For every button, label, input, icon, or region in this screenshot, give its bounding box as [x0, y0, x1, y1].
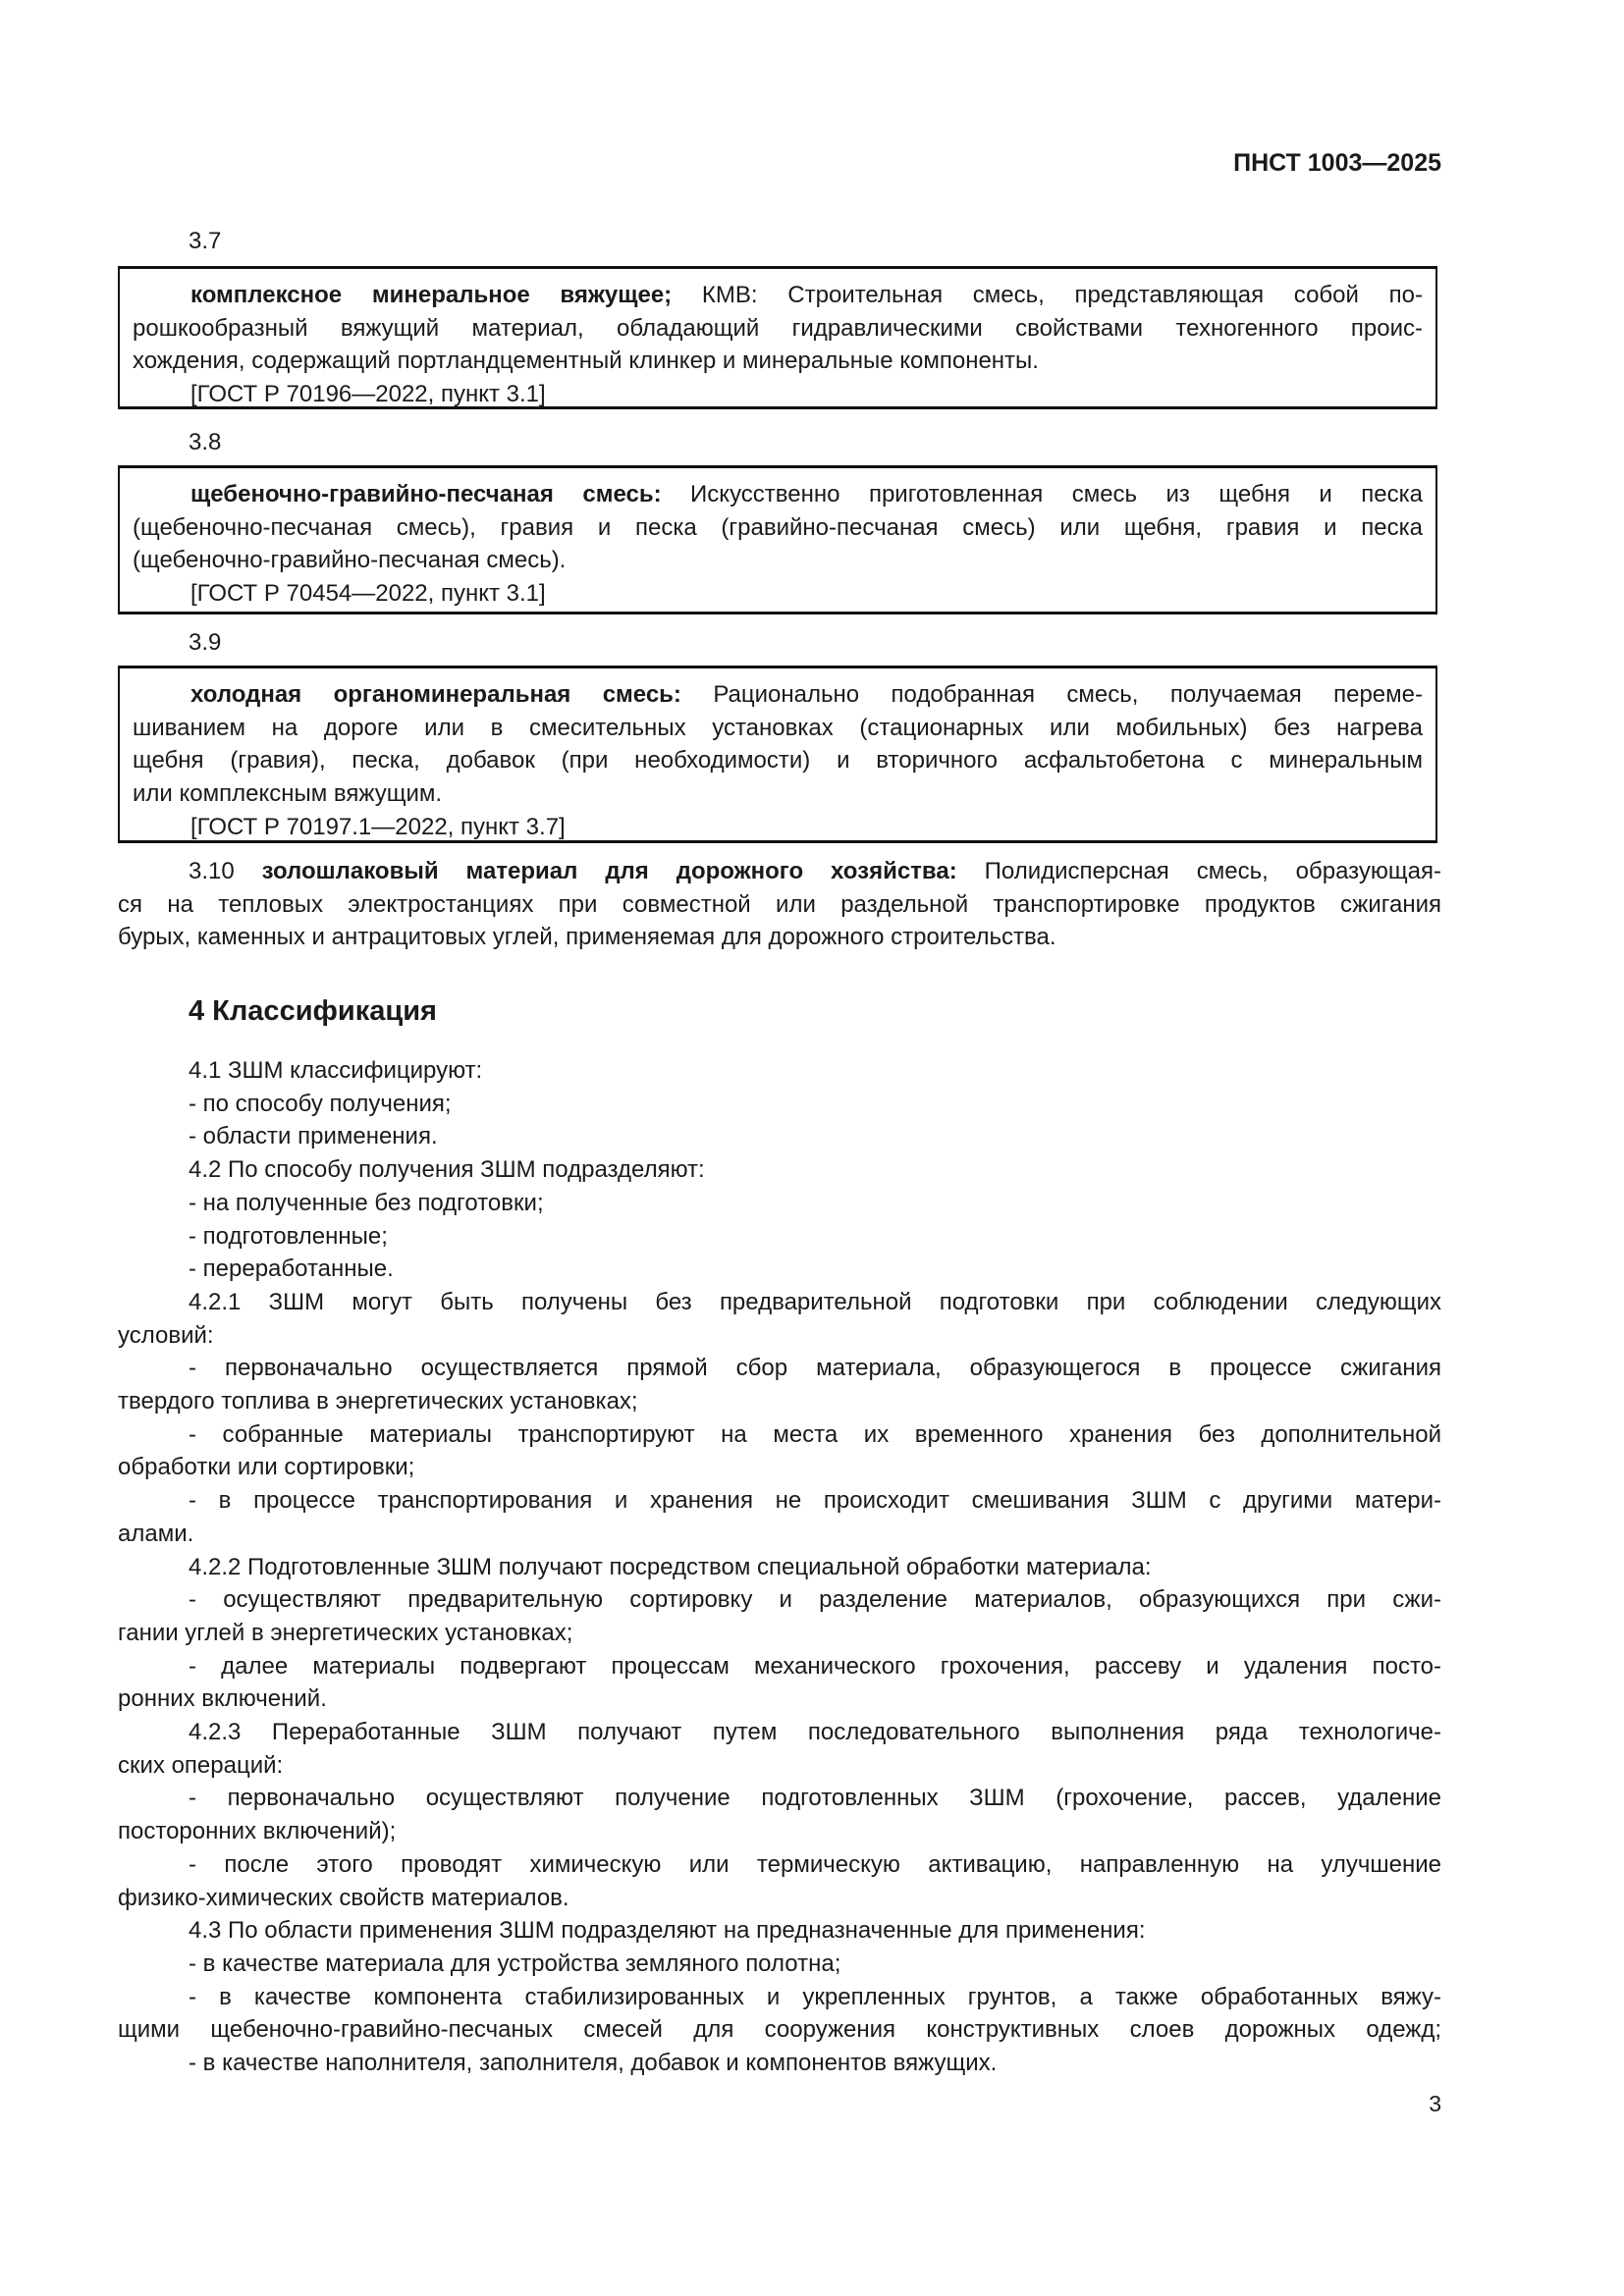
line-text: щебня (гравия), песка, добавок (при необходимости) и вторичного асфальтобетона с минеральным [133, 747, 1423, 774]
text-line [118, 1848, 1441, 1882]
text-line [120, 279, 1435, 312]
text-line [120, 478, 1435, 511]
text-line [118, 1551, 1441, 1584]
line-text: рошкообразный вяжущий материал, обладающий гидравлическими свойствами техногенного проис- [133, 314, 1423, 342]
text-line [120, 811, 1435, 844]
text-line [120, 744, 1435, 777]
text-line [118, 1518, 1441, 1551]
line-text: - в качестве материала для устройства земляного полотна; [189, 1949, 841, 1977]
line-text: - первоначально осуществляют получение подготовленных ЗШМ (грохочение, рассев, удаление [189, 1785, 1441, 1812]
line-text: гании углей в энергетических установках; [118, 1619, 573, 1646]
term-box-3-7 [118, 266, 1437, 409]
line-text: или комплексным вяжущим. [133, 780, 443, 808]
line-text: (щебеночно-песчаная смесь), гравия и песка (гравийно-песчаная смесь) или щебня, гравия и песка [133, 513, 1423, 541]
text-line [120, 544, 1435, 577]
text-line [118, 1088, 1441, 1121]
line-text: - области применения. [189, 1123, 438, 1150]
text-line [118, 1716, 1441, 1749]
text-line [118, 855, 1441, 888]
line-text: посторонних включений); [118, 1818, 397, 1845]
line-text: 4.3 По области применения ЗШМ подразделяют на предназначенные для применения: [189, 1917, 1146, 1945]
text-line [118, 1352, 1441, 1385]
line-text: - в процессе транспортирования и хранения не происходит смешивания ЗШМ с другими матери- [189, 1487, 1441, 1515]
text-line [118, 1948, 1441, 1981]
text-line [120, 678, 1435, 712]
line-text: щими щебеночно-гравийно-песчаных смесей для сооружения конструктивных слоев дорожных одежд; [118, 2016, 1441, 2044]
text-line [120, 777, 1435, 811]
text-line [118, 1253, 1441, 1286]
line-text: - первоначально осуществляется прямой сбор материала, образующегося в процессе сжигания [189, 1355, 1441, 1382]
line-text: 4.2.2 Подготовленные ЗШМ получают посредством специальной обработки материала: [189, 1553, 1152, 1580]
text-line [120, 312, 1435, 346]
text-line [118, 2013, 1441, 2047]
section-heading: 4 Классификация [189, 995, 437, 1027]
text-line [118, 1914, 1441, 1948]
page-number: 3 [1429, 2091, 1441, 2116]
term-number: 3.7 [189, 228, 222, 254]
text-line [120, 577, 1435, 611]
line-text: обработки или сортировки; [118, 1454, 415, 1481]
section-4-body [118, 1054, 1441, 2080]
line-text: - после этого проводят химическую или термическую активацию, направленную на улучшение [189, 1850, 1441, 1878]
clause-number: 3.10 [189, 858, 262, 884]
line-text: - далее материалы подвергают процессам механического грохочения, рассеву и удаления посто- [189, 1652, 1441, 1680]
text-line [118, 1220, 1441, 1254]
text-line [118, 1054, 1441, 1088]
text-line [118, 1882, 1441, 1915]
line-text: - в качестве компонента стабилизированных и укрепленных грунтов, а также обработанных вяжу- [189, 1983, 1441, 2010]
text-line [118, 1451, 1441, 1484]
text-line [118, 1682, 1441, 1716]
line-text: ся на тепловых электростанциях при совместной или раздельной транспортировке продуктов сжигания [118, 890, 1441, 918]
term-number: 3.8 [189, 429, 222, 455]
document-header-code: ПНСТ 1003—2025 [1233, 149, 1441, 177]
text-line [118, 1187, 1441, 1220]
line-text: бурых, каменных и антрацитовых углей, применяемая для дорожного строительства. [118, 924, 1056, 951]
line-text: физико-химических свойств материалов. [118, 1884, 569, 1911]
text-line [118, 1319, 1441, 1353]
line-text: КМВ: Строительная смесь, представляющая собой по- [672, 282, 1423, 308]
text-line [120, 345, 1435, 378]
text-line [120, 378, 1435, 411]
line-text: (щебеночно-гравийно-песчаная смесь). [133, 547, 567, 574]
line-text: [ГОСТ Р 70196—2022, пункт 3.1] [190, 381, 546, 408]
line-text: - переработанные. [189, 1255, 394, 1283]
line-text: 4.2.3 Переработанные ЗШМ получают путем последовательного выполнения ряда технологиче- [189, 1719, 1441, 1746]
line-text: твердого топлива в энергетических установках; [118, 1388, 638, 1415]
text-line [118, 1286, 1441, 1319]
text-line [118, 1153, 1441, 1187]
line-text: Полидисперсная смесь, образующая- [956, 858, 1441, 884]
term-title: золошлаковый материал для дорожного хозяйства: [261, 858, 957, 884]
line-text: 4.2 По способу получения ЗШМ подразделяют: [189, 1156, 705, 1184]
line-text: - по способу получения; [189, 1090, 452, 1117]
text-line [118, 1385, 1441, 1418]
text-line [118, 1650, 1441, 1683]
term-3-10 [118, 855, 1441, 954]
line-text: - собранные материалы транспортируют на места их временного хранения без дополнительной [189, 1420, 1441, 1448]
text-line [118, 888, 1441, 922]
line-text: - в качестве наполнителя, заполнителя, добавок и компонентов вяжущих. [189, 2050, 998, 2077]
line-text: - на полученные без подготовки; [189, 1189, 544, 1216]
text-line [120, 712, 1435, 745]
text-line [118, 1782, 1441, 1815]
line-text: алами. [118, 1520, 194, 1547]
text-line [118, 1749, 1441, 1783]
text-line [118, 1484, 1441, 1518]
line-text: ских операций: [118, 1751, 284, 1779]
text-line [118, 2047, 1441, 2080]
term-box-3-9 [118, 666, 1437, 843]
text-line [118, 1418, 1441, 1452]
text-line [118, 1583, 1441, 1617]
line-text: хождения, содержащий портландцементный клинкер и минеральные компоненты. [133, 347, 1039, 375]
term-number: 3.9 [189, 629, 222, 656]
line-text: - осуществляют предварительную сортировку и разделение материалов, образующихся при сжи- [189, 1586, 1441, 1614]
line-text: - подготовленные; [189, 1222, 388, 1250]
text-line [118, 1120, 1441, 1153]
line-text: [ГОСТ Р 70454—2022, пункт 3.1] [190, 580, 546, 608]
line-text: шиванием на дороге или в смесительных установках (стационарных или мобильных) без нагрева [133, 714, 1423, 741]
line-text: Рационально подобранная смесь, получаемая переме- [680, 681, 1423, 708]
term-title: комплексное минеральное вяжущее; [190, 282, 673, 308]
term-title: холодная органоминеральная смесь: [190, 681, 681, 708]
text-line [118, 1981, 1441, 2014]
text-line [118, 921, 1441, 954]
line-text: условий: [118, 1321, 214, 1349]
line-text: 4.1 ЗШМ классифицируют: [189, 1057, 483, 1084]
text-line [118, 1617, 1441, 1650]
line-text: 4.2.1 ЗШМ могут быть получены без предварительной подготовки при соблюдении следующих [189, 1288, 1441, 1315]
line-text: Искусственно приготовленная смесь из щебня и песка [661, 481, 1423, 507]
line-text: ронних включений. [118, 1685, 327, 1713]
text-line [120, 511, 1435, 545]
term-box-3-8 [118, 465, 1437, 614]
term-title: щебеночно-гравийно-песчаная смесь: [190, 481, 662, 507]
line-text: [ГОСТ Р 70197.1—2022, пункт 3.7] [190, 813, 566, 840]
text-line [118, 1815, 1441, 1848]
